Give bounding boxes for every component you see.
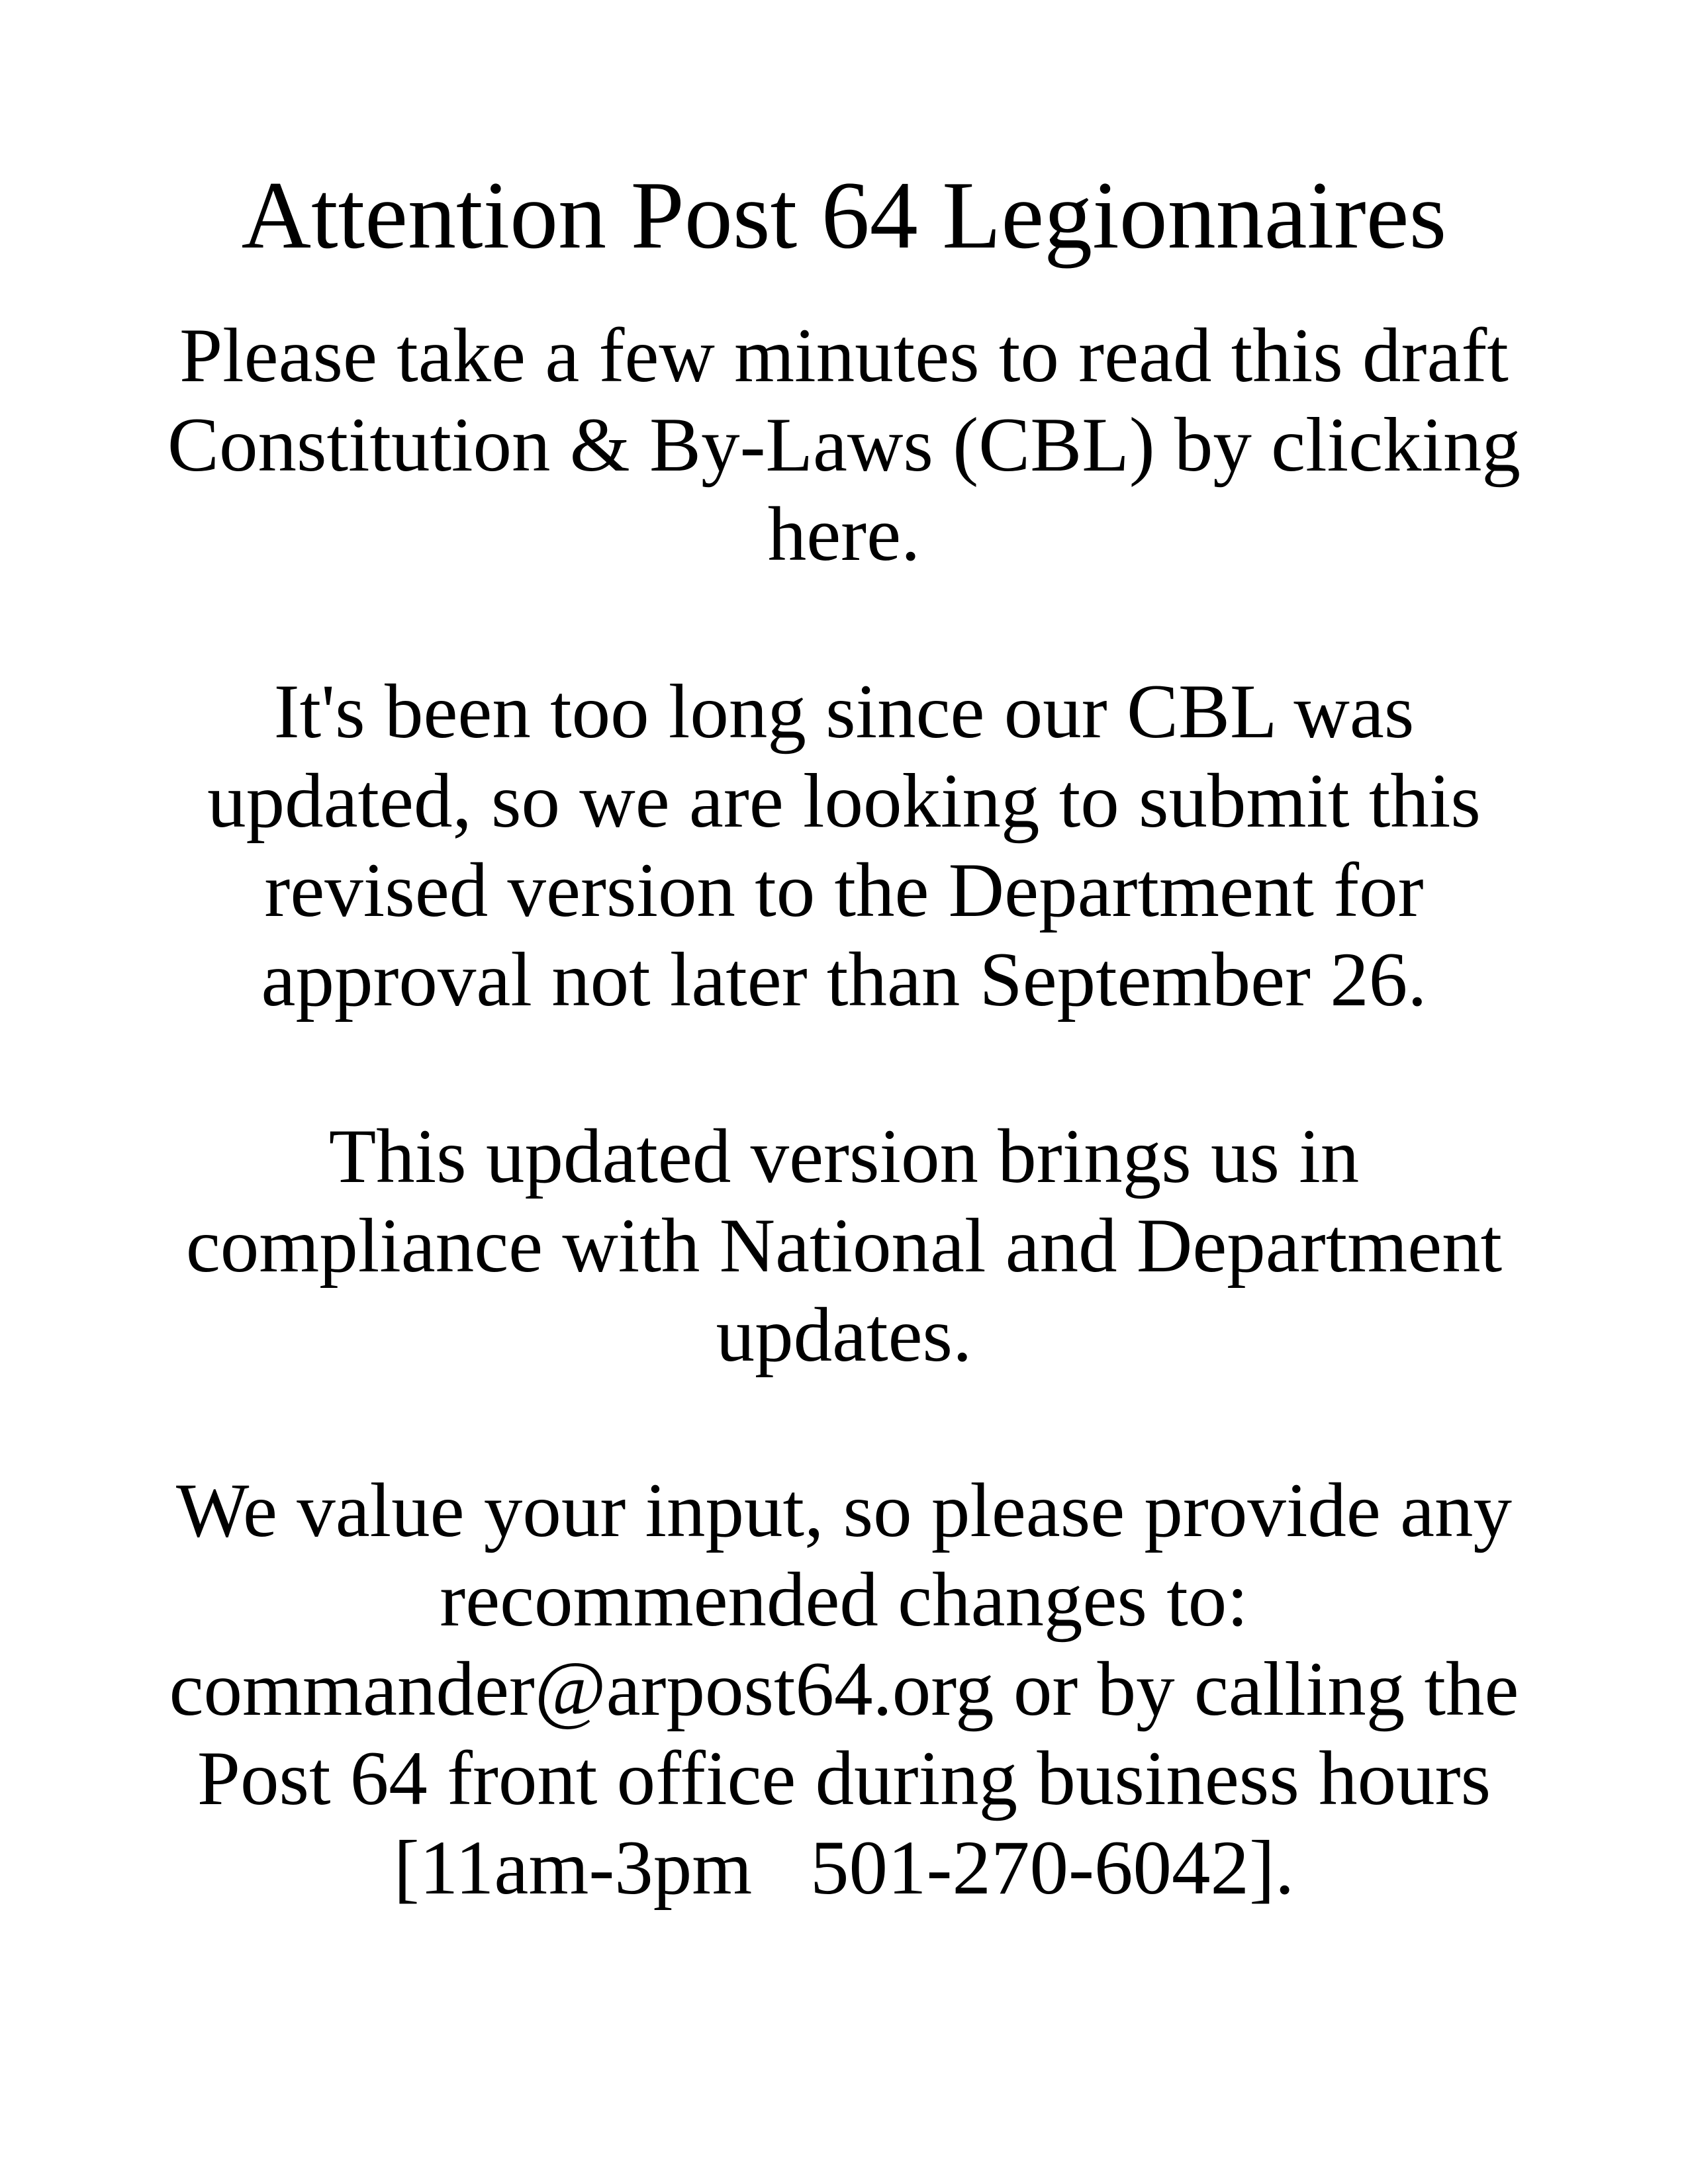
paragraph-line: approval not later than September 26. [261, 937, 1427, 1023]
paragraph-line: We value your input, so please provide any [175, 1468, 1513, 1553]
notice-title: Attention Post 64 Legionnaires [241, 161, 1447, 269]
paragraph-line: here. [767, 492, 921, 577]
paragraph-line: Constitution & By-Laws (CBL) by clicking [167, 402, 1521, 488]
cbl-submission-paragraph [0, 667, 1688, 1024]
paragraph-line: recommended changes to: [440, 1557, 1248, 1643]
paragraph-line: updates. [716, 1293, 972, 1378]
paragraph-line: revised version to the Department for [264, 848, 1424, 933]
paragraph-line: compliance with National and Department [185, 1203, 1503, 1289]
paragraph-line: Post 64 front office during business hours [197, 1736, 1491, 1821]
feedback-contact-paragraph [0, 1466, 1688, 1913]
cbl-read-request-paragraph [0, 311, 1688, 579]
paragraph-line: It's been too long since our CBL was [273, 669, 1415, 754]
contact-email-line: commander@arpost64.org or by calling the [169, 1647, 1519, 1732]
paragraph-line: Please take a few minutes to read this draft [179, 313, 1509, 398]
compliance-paragraph [0, 1112, 1688, 1380]
paragraph-line: updated, so we are looking to submit this [207, 758, 1481, 844]
paragraph-line: This updated version brings us in [328, 1114, 1360, 1199]
office-hours-phone-line: [11am-3pm 501-270-6042]. [393, 1825, 1295, 1911]
